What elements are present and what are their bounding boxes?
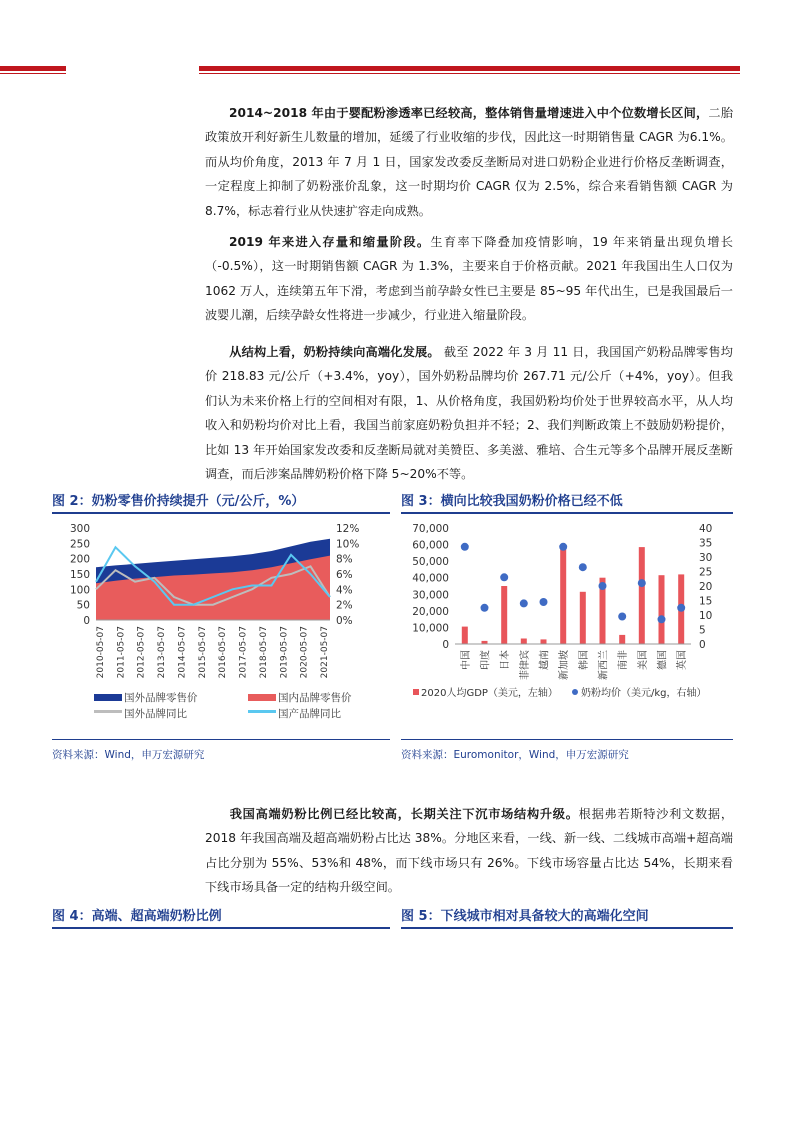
legend-swatch <box>413 689 419 695</box>
legend-label: 国外品牌零售价 <box>124 692 198 704</box>
x-tick-label: 中国 <box>460 650 472 670</box>
x-tick-label: 越南 <box>539 650 551 670</box>
legend-swatch <box>248 694 276 701</box>
point-新加坡 <box>559 543 567 551</box>
y-left-tick-label: 50,000 <box>412 556 449 569</box>
header-rule-left <box>0 66 66 74</box>
point-越南 <box>540 598 548 606</box>
x-tick-label: 2018-05-07 <box>258 626 269 679</box>
x-tick-label: 英国 <box>677 650 689 670</box>
y-right-tick-label: 10% <box>336 538 360 551</box>
point-菲律宾 <box>520 599 528 607</box>
y-right-tick-label: 5 <box>699 624 706 637</box>
y-right-tick-label: 8% <box>336 553 353 566</box>
y-left-tick-label: 100 <box>69 584 90 597</box>
bar-越南 <box>541 639 547 644</box>
y-right-tick-label: 20 <box>699 581 713 593</box>
x-tick-label: 2013-05-07 <box>157 626 168 679</box>
paragraph-premiumization <box>205 340 733 486</box>
x-tick-label: 2012-05-07 <box>136 626 147 679</box>
x-tick-label: 南非 <box>618 650 630 670</box>
point-南非 <box>618 613 626 621</box>
y-right-tick-label: 4% <box>336 584 353 597</box>
fig2-title: 图 2：奶粉零售价持续提升（元/公斤，%） <box>52 492 390 514</box>
y-left-tick-label: 150 <box>69 569 90 581</box>
legend-swatch <box>572 689 578 695</box>
x-tick-label: 印度 <box>480 650 492 670</box>
y-left-tick-label: 70,000 <box>412 523 449 535</box>
x-tick-label: 2015-05-07 <box>197 626 208 679</box>
header-rule-right <box>199 66 740 74</box>
point-中国 <box>461 543 469 551</box>
x-tick-label: 德国 <box>657 650 669 670</box>
legend-swatch <box>94 694 122 701</box>
point-英国 <box>677 604 685 612</box>
y-left-tick-label: 0 <box>83 615 90 627</box>
y-right-tick-label: 30 <box>699 552 713 564</box>
x-tick-label: 韩国 <box>578 650 590 670</box>
point-新西兰 <box>599 582 607 590</box>
x-tick-label: 菲律宾 <box>519 650 531 680</box>
fig2-chart <box>52 516 390 738</box>
fig3-title: 图 3：横向比较我国奶粉价格已经不低 <box>401 492 733 514</box>
y-right-tick-label: 0% <box>336 615 353 627</box>
paragraph-body: 生育率下降叠加疫情影响，19 年来销量出现负增长（-0.5%），这一时期销售额 CAGR 为 1.3%，主要来自于价格贡献。2021 年我国出生人口仅为1062 万人，连续第五年下滑，考虑到当前孕龄女性已主要是 85~95 年代出生，已是我国最后一波婴儿潮，后续孕龄女性将进一步减少，行业进入缩量阶段。 <box>205 235 733 323</box>
x-tick-label: 2021-05-07 <box>320 626 330 679</box>
y-left-tick-label: 300 <box>69 523 90 535</box>
bar-菲律宾 <box>521 639 527 645</box>
y-right-tick-label: 40 <box>699 523 713 535</box>
x-tick-label: 2016-05-07 <box>218 626 229 679</box>
paragraph-2019-stage <box>205 230 733 328</box>
x-tick-label: 新西兰 <box>598 650 610 680</box>
y-right-tick-label: 12% <box>336 523 360 535</box>
fig2-source: 资料来源：Wind，申万宏源研究 <box>52 739 390 765</box>
point-美国 <box>638 579 646 587</box>
paragraph-lead: 从结构上看，奶粉持续向高端化发展。 <box>229 345 440 359</box>
legend-label: 国产品牌同比 <box>278 708 341 720</box>
x-tick-label: 2010-05-07 <box>96 626 106 679</box>
legend-label: 奶粉均价（美元/kg，右轴） <box>581 688 707 699</box>
fig3-chart <box>401 516 733 738</box>
y-left-tick-label: 30,000 <box>412 589 449 602</box>
paragraph-lead: 2019 年来进入存量和缩量阶段。 <box>229 235 431 249</box>
legend-swatch <box>248 710 276 713</box>
legend-label: 2020人均GDP（美元，左轴） <box>421 688 558 699</box>
y-left-tick-label: 20,000 <box>412 605 449 618</box>
x-tick-label: 2017-05-07 <box>238 626 249 679</box>
x-tick-label: 美国 <box>637 650 649 670</box>
fig5-title: 图 5：下线城市相对具备较大的高端化空间 <box>401 907 733 929</box>
point-日本 <box>500 573 508 581</box>
y-left-tick-label: 250 <box>69 538 90 551</box>
x-tick-label: 2014-05-07 <box>177 626 188 679</box>
fig4-title: 图 4：高端、超高端奶粉比例 <box>52 907 390 929</box>
paragraph-lead: 2014~2018 年由于婴配粉渗透率已经较高，整体销售量增速进入中个位数增长区间， <box>229 106 709 120</box>
x-tick-label: 日本 <box>500 650 512 670</box>
paragraph-body: 截至 2022 年 3 月 11 日，我国国产奶粉品牌零售均价 218.83 元/公斤（+3.4%，yoy），国外奶粉品牌均价 267.71 元/公斤（+4%，yoy）。但我们认为未来价格上行的空间相对有限，1、从价格角度，我国奶粉均价处于世界较高水平，从人均收入和奶粉均价对比上看，我国当前家庭奶粉负担并不轻；2、我们判断政策上不鼓励奶粉提价，比如 13 年开始国家发改委和反垄断局就对美赞臣、多美滋、雅培、合生元等多个品牌开展反垄断调查，而后涉案品牌奶粉价格下降 5~20%不等。 <box>205 345 733 482</box>
y-right-tick-label: 6% <box>336 569 353 581</box>
x-tick-label: 2020-05-07 <box>299 626 310 679</box>
x-tick-label: 新加坡 <box>559 650 571 680</box>
y-right-tick-label: 35 <box>699 537 713 550</box>
y-left-tick-label: 0 <box>442 639 449 651</box>
paragraph-sales-2014-2018 <box>205 101 733 223</box>
point-德国 <box>658 615 666 623</box>
legend-label: 国外品牌同比 <box>124 708 187 720</box>
paragraph-lead: 我国高端奶粉比例已经比较高，长期关注下沉市场结构升级。 <box>229 807 579 821</box>
bar-南非 <box>619 635 625 644</box>
point-韩国 <box>579 563 587 571</box>
bar-中国 <box>462 627 468 644</box>
x-tick-label: 2011-05-07 <box>116 626 127 679</box>
bar-韩国 <box>580 592 586 644</box>
bar-日本 <box>501 586 507 644</box>
y-right-tick-label: 0 <box>699 639 706 651</box>
fig3-source: 资料来源：Euromonitor，Wind，申万宏源研究 <box>401 739 733 765</box>
paragraph-high-end-ratio <box>205 802 733 900</box>
legend-label: 国内品牌零售价 <box>278 692 352 704</box>
point-印度 <box>481 604 489 612</box>
y-right-tick-label: 2% <box>336 599 353 612</box>
bar-德国 <box>659 575 665 644</box>
x-tick-label: 2019-05-07 <box>279 626 290 679</box>
y-left-tick-label: 60,000 <box>412 539 449 552</box>
bar-美国 <box>639 547 645 644</box>
y-left-tick-label: 200 <box>69 553 90 566</box>
legend-swatch <box>94 710 122 713</box>
y-left-tick-label: 40,000 <box>412 572 449 585</box>
y-right-tick-label: 10 <box>699 610 713 622</box>
paragraph-body: 二胎政策放开利好新生儿数量的增加，延缓了行业收缩的步伐，因此这一时期销售量 CAGR 为6.1%。而从均价角度，2013 年 7 月 1 日，国家发改委反垄断局对进口奶粉企业进行价格反垄断调查，一定程度上抑制了奶粉涨价乱象，这一时期均价 CAGR 仅为 2.5%，综合来看销售额 CAGR 为 8.7%，标志着行业从快速扩容走向成熟。 <box>205 106 734 218</box>
y-left-tick-label: 10,000 <box>412 622 449 635</box>
paragraph-body: 根据弗若斯特沙利文数据，2018 年我国高端及超高端奶粉占比达 38%。分地区来看，一线、新一线、二线城市高端+超高端占比分别为 55%、53%和 48%，而下线市场只有 26%。下线市场容量占比达 54%，长期来看下线市场具备一定的结构升级空间。 <box>205 807 734 895</box>
y-right-tick-label: 15 <box>699 595 713 608</box>
y-left-tick-label: 50 <box>76 599 90 612</box>
y-right-tick-label: 25 <box>699 566 713 579</box>
bar-新加坡 <box>560 545 566 644</box>
